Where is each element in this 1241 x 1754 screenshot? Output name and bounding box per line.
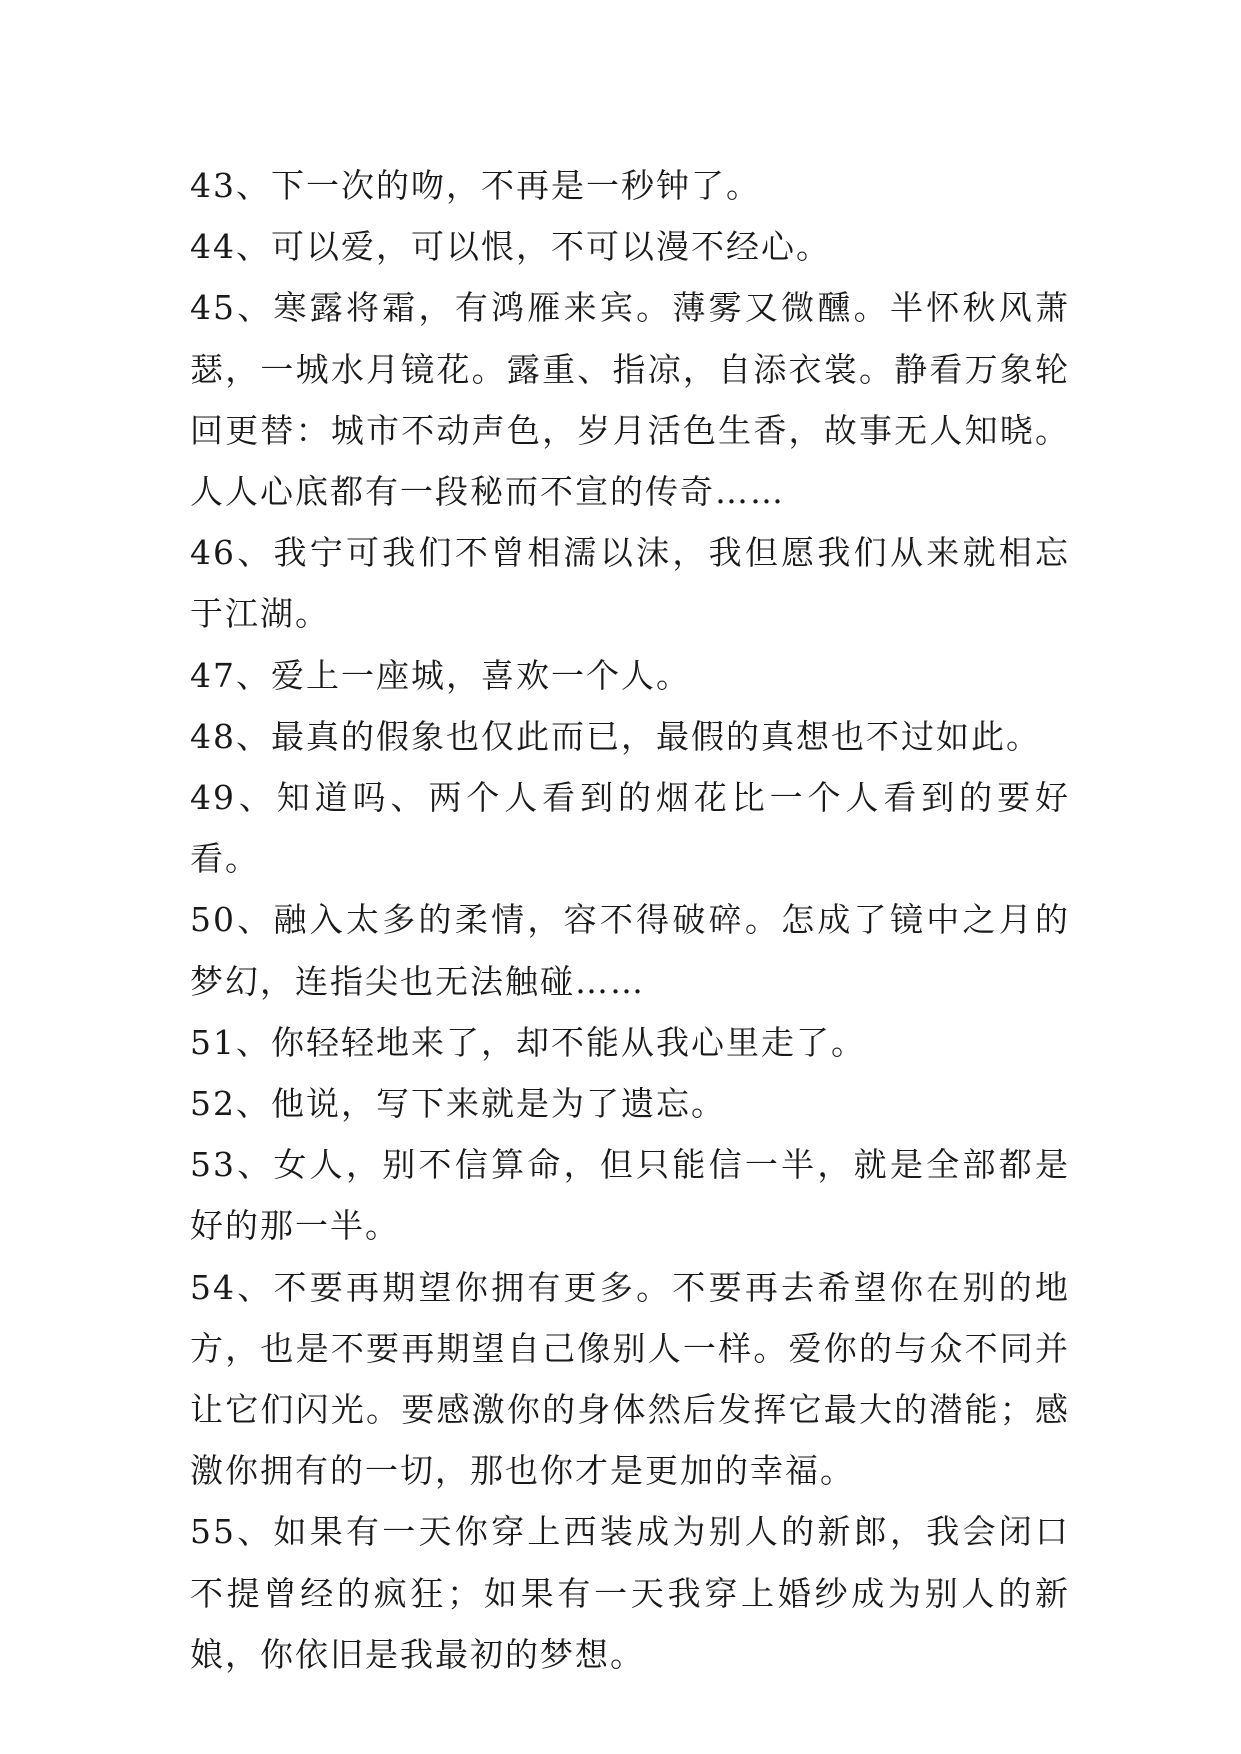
paragraph-43: 43、下一次的吻，不再是一秒钟了。 xyxy=(190,166,761,205)
paragraph-52: 52、他说，写下来就是为了遗忘。 xyxy=(190,1084,726,1124)
paragraph-53: 53、女人，别不信算命，但只能信一半，就是全部都是好的那一半。 xyxy=(190,1145,1070,1246)
paragraph-51: 51、你轻轻地来了，却不能从我心里走了。 xyxy=(190,1022,866,1062)
paragraph-47: 47、爱上一座城，喜欢一个人。 xyxy=(190,655,691,695)
paragraph-44: 44、可以爱，可以恨，不可以漫不经心。 xyxy=(190,227,831,267)
paragraph-54: 54、不要再期望你拥有更多。不要再去希望你在别的地方，也是不要再期望自己像别人一样。爱你的与众不同并让它们闪光。要感激你的身体然后发挥它最大的潜能；感激你拥有的一切，那也你才是更加的幸福。 xyxy=(190,1267,1070,1491)
paragraph-55: 55、如果有一天你穿上西装成为别人的新郎，我会闭口不提曾经的疯狂；如果有一天我穿上婚纱成为别人的新娘，你依旧是我最初的梦想。 xyxy=(190,1512,1070,1674)
document-body xyxy=(190,155,1070,1685)
paragraph-45: 45、寒露将霜，有鸿雁来宾。薄雾又微醺。半怀秋风萧瑟，一城水月镜花。露重、指凉，自添衣裳。静看万象轮回更替：城市不动声色，岁月活色生香，故事无人知晓。人人心底都有一段秘而不宣的传奇…… xyxy=(190,288,1070,512)
paragraph-49: 49、知道吗、两个人看到的烟花比一个人看到的要好看。 xyxy=(190,778,1070,879)
paragraph-48: 48、最真的假象也仅此而已，最假的真想也不过如此。 xyxy=(190,716,1041,756)
paragraph-46: 46、我宁可我们不曾相濡以沫，我但愿我们从来就相忘于江湖。 xyxy=(190,533,1070,634)
paragraph-50: 50、融入太多的柔情，容不得破碎。怎成了镜中之月的梦幻，连指尖也无法触碰…… xyxy=(190,900,1070,1001)
